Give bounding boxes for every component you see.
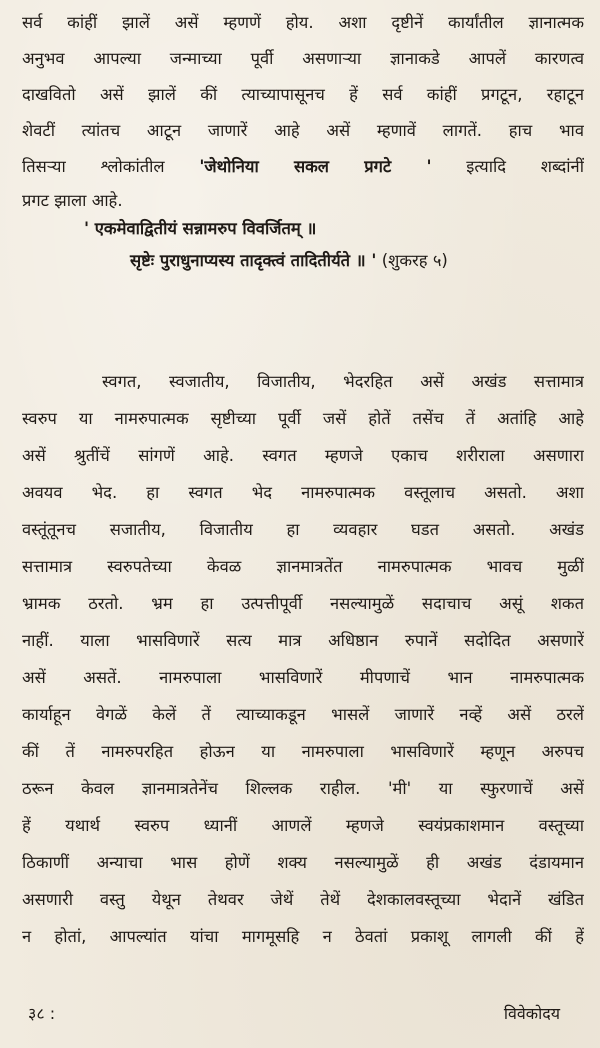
text-line: वस्तूंतूनच सजातीय, विजातीय हा व्यवहार घडत असतो. अखंड	[22, 520, 584, 539]
text-span: इत्यादि शब्दांनीं	[431, 157, 584, 176]
text-line: असणारी वस्तु येथून तेथवर जेथें तेथें देशकालवस्तूच्या भेदानें खंडित	[22, 890, 584, 909]
text-line: असें असतें. नामरुपाला भासविणारें मीपणाचें भान नामरुपात्मक	[22, 668, 584, 687]
quoted-phrase: 'जेथोनिया सकल प्रगटे '	[199, 157, 432, 176]
text-line-with-quote	[22, 150, 584, 184]
text-span: तिसऱ्या श्लोकांतील	[22, 157, 200, 176]
sanskrit-verse-line-1: ' एकमेवाद्वितीयं सन्नामरुप विवर्जितम् ॥	[84, 219, 317, 238]
sanskrit-verse-line-2	[130, 246, 448, 276]
text-line: शेवटीं त्यांतच आटून जाणारें आहे असें म्हणावें लागतें. हाच भाव	[22, 121, 584, 140]
running-book-title: विवेकोदय	[503, 1004, 560, 1023]
verse-reference: (शुकरह ५)	[376, 251, 448, 270]
page-number: ३८ :	[28, 1004, 56, 1023]
text-line: सत्तामात्र स्वरुपतेच्या केवळ ज्ञानमात्रतेंत नामरुपात्मक भावच मुळीं	[22, 557, 584, 576]
text-line: न होतां, आपल्यांत यांचा मागमूसहि न ठेवतां प्रकाशू लागली कीं हें	[22, 927, 584, 946]
text-line: नाहीं. याला भासविणारें सत्य मात्र अधिष्ठान रुपानें सदोदित असणारें	[22, 631, 584, 650]
text-line: असें श्रुतींचें सांगणें आहे. स्वगत म्हणजे एकाच शरीराला असणारा	[22, 446, 584, 465]
text-line: अवयव भेद. हा स्वगत भेद नामरुपात्मक वस्तूलाच असतो. अशा	[22, 483, 584, 502]
text-line: हें यथार्थ स्वरुप ध्यानीं आणलें म्हणजे स्वयंप्रकाशमान वस्तूच्या	[22, 816, 584, 835]
verse-text: सृष्टेः पुराधुनाप्यस्य तादृक्त्वं तादितीर्यते ॥ '	[130, 251, 377, 270]
text-line: कीं तें नामरुपरहित होऊन या नामरुपाला भासविणारें म्हणून अरुपच	[22, 742, 584, 761]
text-line: दाखवितो असें झालें कीं त्याच्यापासूनच हें सर्व कांहीं प्रगटून, रहाटून	[22, 85, 584, 104]
text-line: ठरून केवल ज्ञानमात्रतेनेंच शिल्लक राहील. 'मी' या स्फुरणाचें असें	[22, 779, 584, 798]
text-line: अनुभव आपल्या जन्माच्या पूर्वी असणाऱ्या ज्ञानाकडे आपलें कारणत्व	[22, 49, 584, 68]
text-line: स्वरुप या नामरुपात्मक सृष्टीच्या पूर्वी जसें होतें तसेंच तें अतांहि आहे	[22, 409, 584, 428]
text-line: भ्रामक ठरतो. भ्रम हा उत्पत्तीपूर्वी नसल्यामुळें सदाचाच असूं शकत	[22, 594, 584, 613]
text-line: स्वगत, स्वजातीय, विजातीय, भेदरहित असें अखंड सत्तामात्र	[102, 372, 584, 391]
text-line: प्रगट झाला आहे.	[22, 191, 123, 210]
text-line: कार्याहून वेगळें केलें तें त्याच्याकडून भासलें जाणारें नव्हें असें ठरलें	[22, 705, 584, 724]
text-line: सर्व कांहीं झालें असें म्हणणें होय. अशा दृष्टीनें कार्यांतील ज्ञानात्मक	[22, 13, 584, 32]
text-line: ठिकाणीं अन्याचा भास होणें शक्य नसल्यामुळें ही अखंड दंडायमान	[22, 853, 584, 872]
